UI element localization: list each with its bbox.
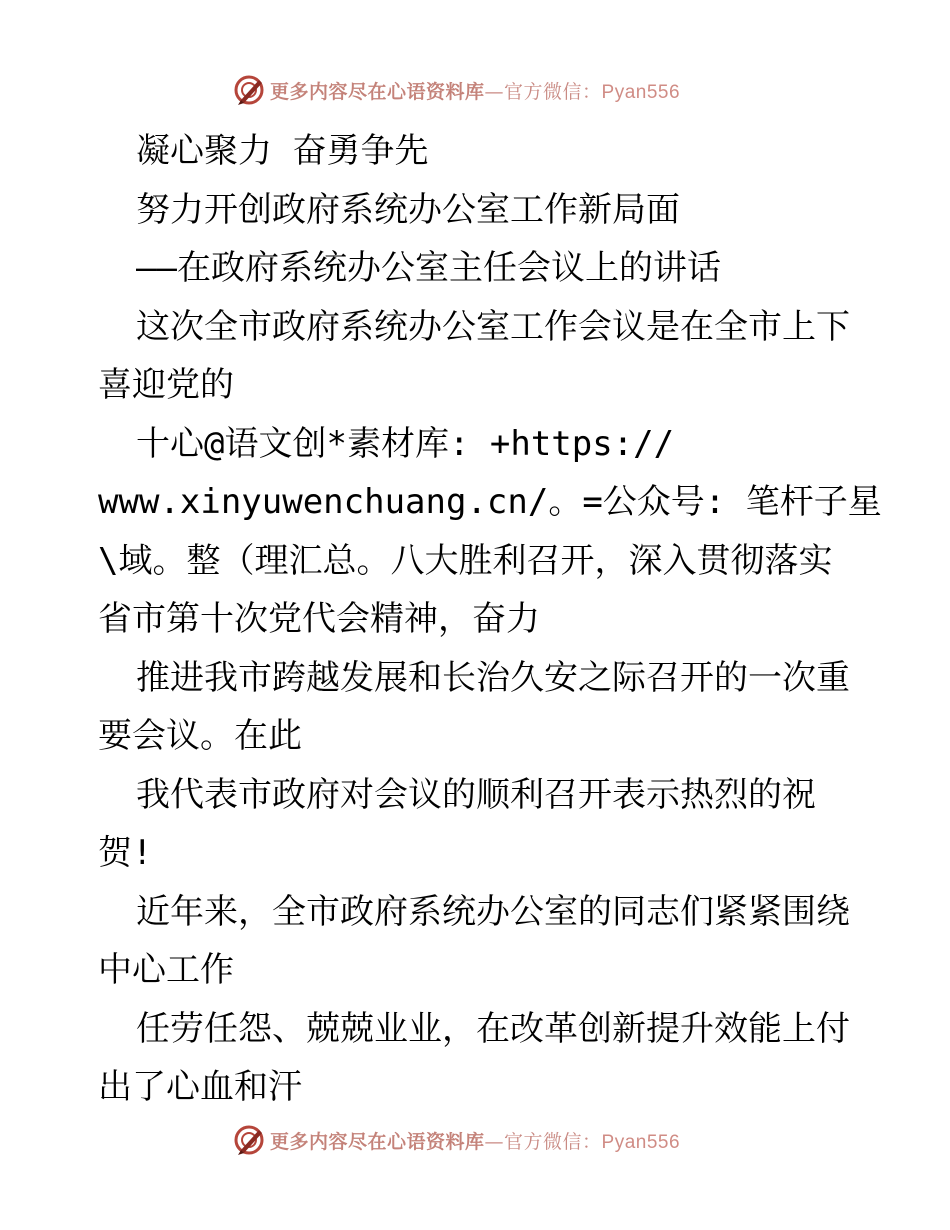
text-line: 近年来，全市政府系统办公室的同志们紧紧围绕 xyxy=(136,891,850,932)
header-banner-sub: 官方微信： xyxy=(504,80,602,103)
text-line: 我代表市政府对会议的顺利召开表示热烈的祝 xyxy=(136,774,816,815)
document-body xyxy=(98,122,882,1117)
header-banner-text xyxy=(270,77,680,104)
text-line: 推进我市跨越发展和长治久安之际召开的一次重 xyxy=(136,657,850,698)
text-line: 中心工作 xyxy=(98,950,234,990)
text-line: 喜迎党的 xyxy=(98,365,234,405)
text-line: 省市第十次党代会精神，奋力 xyxy=(98,599,540,639)
text-line: 这次全市政府系统办公室工作会议是在全市上下 xyxy=(136,306,850,347)
text-line: 贺! xyxy=(98,833,153,873)
footer-banner-sub: 官方微信： xyxy=(504,1130,602,1153)
text-line: 任劳任怨、兢兢业业，在改革创新提升效能上付 xyxy=(136,1008,850,1049)
text-line: ——在政府系统办公室主任会议上的讲话 xyxy=(136,248,721,288)
pen-logo-icon xyxy=(232,73,266,107)
footer-banner-main: 更多内容尽在心语资料库 xyxy=(270,1130,485,1153)
header-banner-wechat-id: Pyan556 xyxy=(601,81,681,103)
header-banner xyxy=(232,72,680,108)
header-banner-dash: — xyxy=(484,80,505,103)
footer-banner-text xyxy=(270,1127,680,1154)
text-line: 凝心聚力 奋勇争先 xyxy=(136,131,429,171)
footer-banner-wechat-id: Pyan556 xyxy=(601,1131,681,1153)
text-line: 十心@语文创*素材库: +https:// xyxy=(136,423,675,464)
footer-banner-dash: — xyxy=(484,1130,505,1153)
text-line: \域。整（理汇总。八大胜利召开，深入贯彻落实 xyxy=(98,540,833,581)
text-line: www.xinyuwenchuang.cn/。=公众号: 笔杆子星 xyxy=(98,482,882,522)
text-line: 出了心血和汗 xyxy=(98,1067,302,1107)
pen-logo-icon xyxy=(232,1123,266,1157)
header-banner-main: 更多内容尽在心语资料库 xyxy=(270,80,485,103)
footer-banner xyxy=(232,1122,680,1158)
text-line: 要会议。在此 xyxy=(98,716,302,756)
text-line: 努力开创政府系统办公室工作新局面 xyxy=(136,189,680,230)
